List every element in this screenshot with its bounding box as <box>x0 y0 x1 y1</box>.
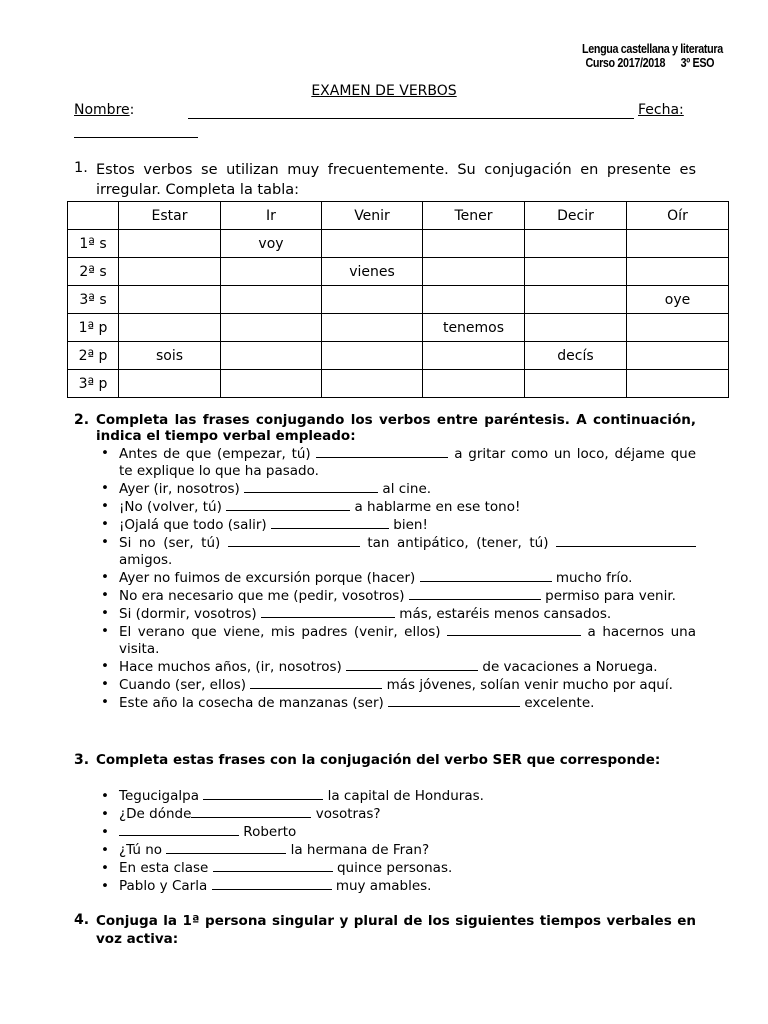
table-cell[interactable] <box>525 230 627 258</box>
table-cell[interactable] <box>423 342 525 370</box>
list-item <box>97 605 696 623</box>
table-cell[interactable] <box>221 342 322 370</box>
question-2 <box>74 412 696 444</box>
row-header: 2ª p <box>68 342 119 370</box>
name-label: Nombre <box>74 102 130 118</box>
sentence-text: bien! <box>388 517 428 533</box>
table-cell[interactable] <box>627 314 729 342</box>
table-cell[interactable] <box>525 258 627 286</box>
course-header <box>582 42 723 70</box>
list-item <box>97 445 696 480</box>
table-cell[interactable] <box>627 370 729 398</box>
table-cell[interactable] <box>525 314 627 342</box>
verb-table <box>67 201 729 398</box>
answer-blank[interactable] <box>203 787 323 800</box>
table-cell[interactable] <box>119 286 221 314</box>
table-cell[interactable]: voy <box>221 230 322 258</box>
sentence-text: Hace muchos años, (ir, nosotros) <box>119 659 347 675</box>
list-item <box>97 480 696 498</box>
list-item <box>97 569 696 587</box>
sentence-text: muy amables. <box>331 878 432 894</box>
sentence-text: excelente. <box>520 695 595 711</box>
answer-blank[interactable] <box>316 445 448 458</box>
table-cell[interactable] <box>221 286 322 314</box>
table-cell[interactable]: oye <box>627 286 729 314</box>
question-text: Completa estas frases con la conjugación del verbo SER que corresponde: <box>96 752 661 768</box>
sentence-text: Cuando (ser, ellos) <box>119 677 251 693</box>
date-label: Fecha: <box>638 102 684 118</box>
list-item <box>97 787 696 805</box>
question-text: Conjuga la 1ª persona singular y plural de los siguientes tiempos verbales en voz activa: <box>96 913 696 947</box>
level-label: 3º ESO <box>680 56 715 70</box>
subject-label: Lengua castellana y literatura <box>582 42 723 56</box>
sentence-text: a hablarme en ese tono! <box>350 499 521 515</box>
answer-blank[interactable] <box>409 587 541 600</box>
table-cell[interactable] <box>221 314 322 342</box>
sentence-text: Este año la cosecha de manzanas (ser) <box>119 695 389 711</box>
list-item <box>97 877 696 895</box>
sentence-text: más, estaréis menos cansados. <box>395 606 612 622</box>
sentence-text: ¡Ojalá que todo (salir) <box>119 517 271 533</box>
answer-blank[interactable] <box>119 823 239 836</box>
sentence-text: ¡No (volver, tú) <box>119 499 227 515</box>
answer-blank[interactable] <box>346 658 478 671</box>
question-3 <box>74 752 696 768</box>
question-number: 2. <box>74 412 90 428</box>
list-item <box>97 823 696 841</box>
table-cell[interactable]: sois <box>119 342 221 370</box>
answer-blank[interactable] <box>447 623 581 636</box>
table-cell[interactable] <box>322 286 423 314</box>
sentence-text: la hermana de Fran? <box>286 842 430 858</box>
table-cell[interactable] <box>322 314 423 342</box>
sentence-text: No era necesario que me (pedir, vosotros) <box>119 588 409 604</box>
table-cell[interactable] <box>525 286 627 314</box>
sentence-text: al cine. <box>378 481 432 497</box>
sentence-text: a gritar como un loco, déjame que te explique lo que ha pasado. <box>119 446 696 479</box>
list-item <box>97 694 696 712</box>
sentence-text: la capital de Honduras. <box>323 788 484 804</box>
sentence-text: Si (dormir, vosotros) <box>119 606 261 622</box>
sentence-text: ¿Tú no <box>119 842 167 858</box>
row-header: 1ª p <box>68 314 119 342</box>
list-item <box>97 676 696 694</box>
course-label: Curso 2017/2018 <box>585 56 666 70</box>
sentence-text: ¿De dónde <box>119 806 192 822</box>
table-cell[interactable]: tenemos <box>423 314 525 342</box>
column-header <box>68 202 119 230</box>
table-cell[interactable] <box>119 258 221 286</box>
question-1 <box>74 160 696 200</box>
sentence-list-2 <box>97 445 696 712</box>
sentence-text: a hacernos una visita. <box>119 624 696 657</box>
table-row <box>68 314 729 342</box>
answer-blank[interactable] <box>261 605 395 618</box>
answer-blank[interactable] <box>271 516 389 529</box>
table-cell[interactable] <box>423 230 525 258</box>
list-item <box>97 498 696 516</box>
answer-blank[interactable] <box>228 534 360 547</box>
question-number: 4. <box>74 912 90 928</box>
table-cell[interactable] <box>119 230 221 258</box>
date-blank[interactable] <box>74 137 198 138</box>
answer-blank[interactable] <box>244 480 378 493</box>
list-item <box>97 841 696 859</box>
sentence-text: quince personas. <box>332 860 453 876</box>
answer-blank[interactable] <box>212 877 332 890</box>
answer-blank[interactable] <box>556 534 696 547</box>
table-cell[interactable] <box>119 370 221 398</box>
table-cell[interactable] <box>423 258 525 286</box>
column-header: Venir <box>322 202 423 230</box>
table-cell[interactable] <box>322 342 423 370</box>
table-cell[interactable] <box>627 258 729 286</box>
sentence-text: vosotras? <box>311 806 381 822</box>
column-header: Oír <box>627 202 729 230</box>
answer-blank[interactable] <box>166 841 286 854</box>
table-cell[interactable] <box>221 370 322 398</box>
answer-blank[interactable] <box>420 569 552 582</box>
list-item <box>97 587 696 605</box>
row-header: 3ª p <box>68 370 119 398</box>
column-header: Ir <box>221 202 322 230</box>
row-header: 3ª s <box>68 286 119 314</box>
sentence-text: más jóvenes, solían venir mucho por aquí. <box>382 677 673 693</box>
table-row <box>68 370 729 398</box>
name-row: Nombre: Fecha: <box>74 102 684 118</box>
table-cell[interactable] <box>423 370 525 398</box>
answer-blank[interactable] <box>226 498 350 511</box>
question-number: 1. <box>74 160 88 176</box>
list-item <box>97 859 696 877</box>
table-cell[interactable] <box>119 314 221 342</box>
row-header: 2ª s <box>68 258 119 286</box>
sentence-text: Pablo y Carla <box>119 878 212 894</box>
sentence-list-3 <box>97 787 696 895</box>
list-item <box>97 534 696 569</box>
list-item <box>97 623 696 658</box>
table-cell[interactable] <box>627 342 729 370</box>
table-row <box>68 230 729 258</box>
column-header: Tener <box>423 202 525 230</box>
answer-blank[interactable] <box>213 859 333 872</box>
column-header: Decir <box>525 202 627 230</box>
table-cell[interactable] <box>627 230 729 258</box>
table-cell[interactable] <box>322 230 423 258</box>
exam-title: EXAMEN DE VERBOS <box>311 83 457 99</box>
answer-blank[interactable] <box>191 805 311 818</box>
sentence-text: tan antipático, (tener, tú) <box>359 535 556 551</box>
table-cell[interactable]: vienes <box>322 258 423 286</box>
sentence-text: de vacaciones a Noruega. <box>478 659 658 675</box>
sentence-text: permiso para venir. <box>540 588 676 604</box>
question-text: Completa las frases conjugando los verbos entre paréntesis. A continuación, indica el tiempo verbal empleado: <box>96 412 696 444</box>
row-header: 1ª s <box>68 230 119 258</box>
answer-blank[interactable] <box>250 676 382 689</box>
table-row <box>68 258 729 286</box>
sentence-text: Si no (ser, tú) <box>119 535 228 551</box>
list-item <box>97 805 696 823</box>
table-cell[interactable] <box>322 370 423 398</box>
list-item <box>97 658 696 676</box>
question-4 <box>74 912 696 948</box>
column-header: Estar <box>119 202 221 230</box>
answer-blank[interactable] <box>388 694 520 707</box>
table-cell[interactable] <box>423 286 525 314</box>
table-cell[interactable] <box>525 370 627 398</box>
table-row <box>68 342 729 370</box>
sentence-text: Ayer no fuimos de excursión porque (hacer) <box>119 570 420 586</box>
question-number: 3. <box>74 752 90 768</box>
sentence-text: amigos. <box>119 552 173 568</box>
sentence-text: Tegucigalpa <box>119 788 204 804</box>
table-cell[interactable] <box>221 258 322 286</box>
sentence-text: En esta clase <box>119 860 213 876</box>
list-item <box>97 516 696 534</box>
sentence-text: Roberto <box>239 824 297 840</box>
question-text: Estos verbos se utilizan muy frecuentemente. Su conjugación en presente es irregular. Completa la tabla: <box>96 162 696 198</box>
sentence-text: Ayer (ir, nosotros) <box>119 481 245 497</box>
table-row <box>68 286 729 314</box>
sentence-text: El verano que viene, mis padres (venir, ellos) <box>119 624 448 640</box>
sentence-text: Antes de que (empezar, tú) <box>119 446 317 462</box>
table-cell[interactable]: decís <box>525 342 627 370</box>
name-blank[interactable] <box>188 118 634 119</box>
sentence-text: mucho frío. <box>551 570 633 586</box>
